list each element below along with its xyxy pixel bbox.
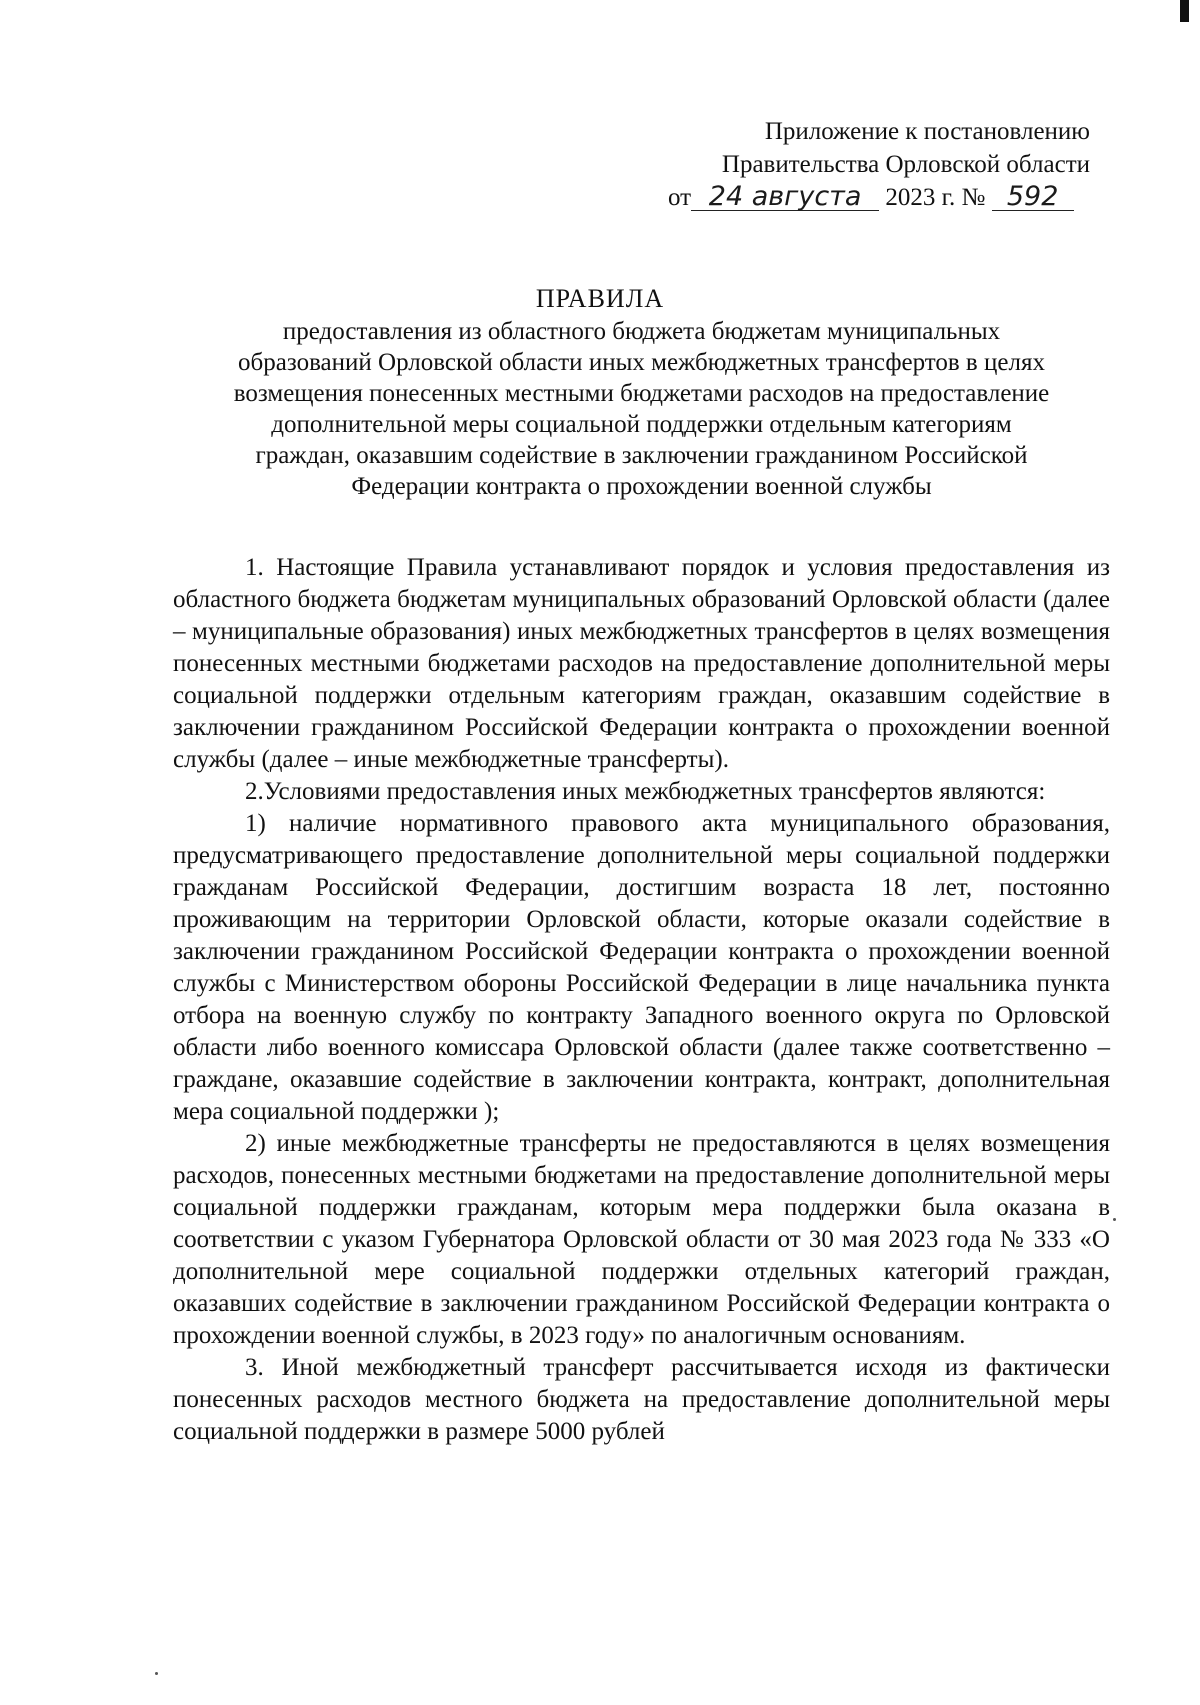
appendix-signature-line [620, 181, 1090, 214]
paragraph-2: 2.Условиями предоставления иных межбюджетных трансфертов являются: [245, 778, 1046, 805]
appendix-line-2: Правительства Орловской области [721, 151, 1090, 178]
paragraph-3: 3. Иной межбюджетный трансферт рассчитывается исходя из фактически понесенных расходов местного бюджета на предоставление дополнительной меры социальной поддержки в размере 5000 рублей [173, 1354, 1110, 1445]
paragraph-1: 1. Настоящие Правила устанавливают порядок и условия предоставления из областного бюджета бюджетам муниципальных образований Орловской области (далее – муниципальные образования) иных межбюджетных трансфертов в целях возмещения понесенных местными бюджетами расходов на предоставление дополнительной меры социальной поддержки отдельным категориям граждан, оказавшим содействие в заключении гражданином Российской Федерации контракта о прохождении военной службы (далее – иные межбюджетные трансферты). [173, 554, 1110, 773]
document-title: ПРАВИЛА [535, 284, 665, 313]
subtitle-line: граждан, оказавшим содействие в заключении гражданином Российской [255, 442, 1028, 469]
scan-edge-mark [1180, 0, 1189, 22]
handwritten-number: 592 [992, 184, 1074, 211]
paragraph-2-item-1: 1) наличие нормативного правового акта муниципального образования, предусматривающего предоставление дополнительной меры социальной поддержки гражданам Российской Федерации, достигшим возраста 18 лет, постоянно проживающим на территории Орловской области, которые оказали содействие в заключении гражданином Российской Федерации контракта о прохождении военной службы с Министерством обороны Российской Федерации в лице начальника пункта отбора на военную службу по контракту Западного военного округа по Орловской области либо военного комиссара Орловской области (далее также соответственно – граждане, оказавшие содействие в заключении контракта, контракт, дополнительная мера социальной поддержки ); [173, 810, 1110, 1125]
subtitle-line: предоставления из областного бюджета бюджетам муниципальных [282, 318, 1001, 345]
from-label: от [668, 184, 692, 211]
subtitle-line: Федерации контракта о прохождении военной службы [351, 473, 932, 500]
scan-speck [155, 1672, 158, 1675]
appendix-header [620, 115, 1090, 214]
scan-speck [1113, 1218, 1116, 1221]
handwritten-date: 24 августа [691, 184, 879, 211]
document-body [173, 552, 1110, 1448]
year-number-label: 2023 г. № [885, 184, 986, 211]
document-subtitle [173, 316, 1110, 502]
subtitle-line: дополнительной меры социальной поддержки отдельным категориям [271, 411, 1012, 438]
subtitle-line: образований Орловской области иных межбюджетных трансфертов в целях [238, 349, 1045, 376]
appendix-line-1: Приложение к постановлению [764, 118, 1090, 145]
subtitle-line: возмещения понесенных местными бюджетами расходов на предоставление [233, 380, 1050, 407]
paragraph-2-item-2: 2) иные межбюджетные трансферты не предоставляются в целях возмещения расходов, понесенных местными бюджетами на предоставление дополнительной меры социальной поддержки гражданам, которым мера поддержки была оказана в соответствии с указом Губернатора Орловской области от 30 мая 2023 года № 333 «О дополнительной мере социальной поддержки отдельных категорий граждан, оказавших содействие в заключении гражданином Российской Федерации контракта о прохождении военной службы, в 2023 году» по аналогичным основаниям. [173, 1130, 1110, 1349]
